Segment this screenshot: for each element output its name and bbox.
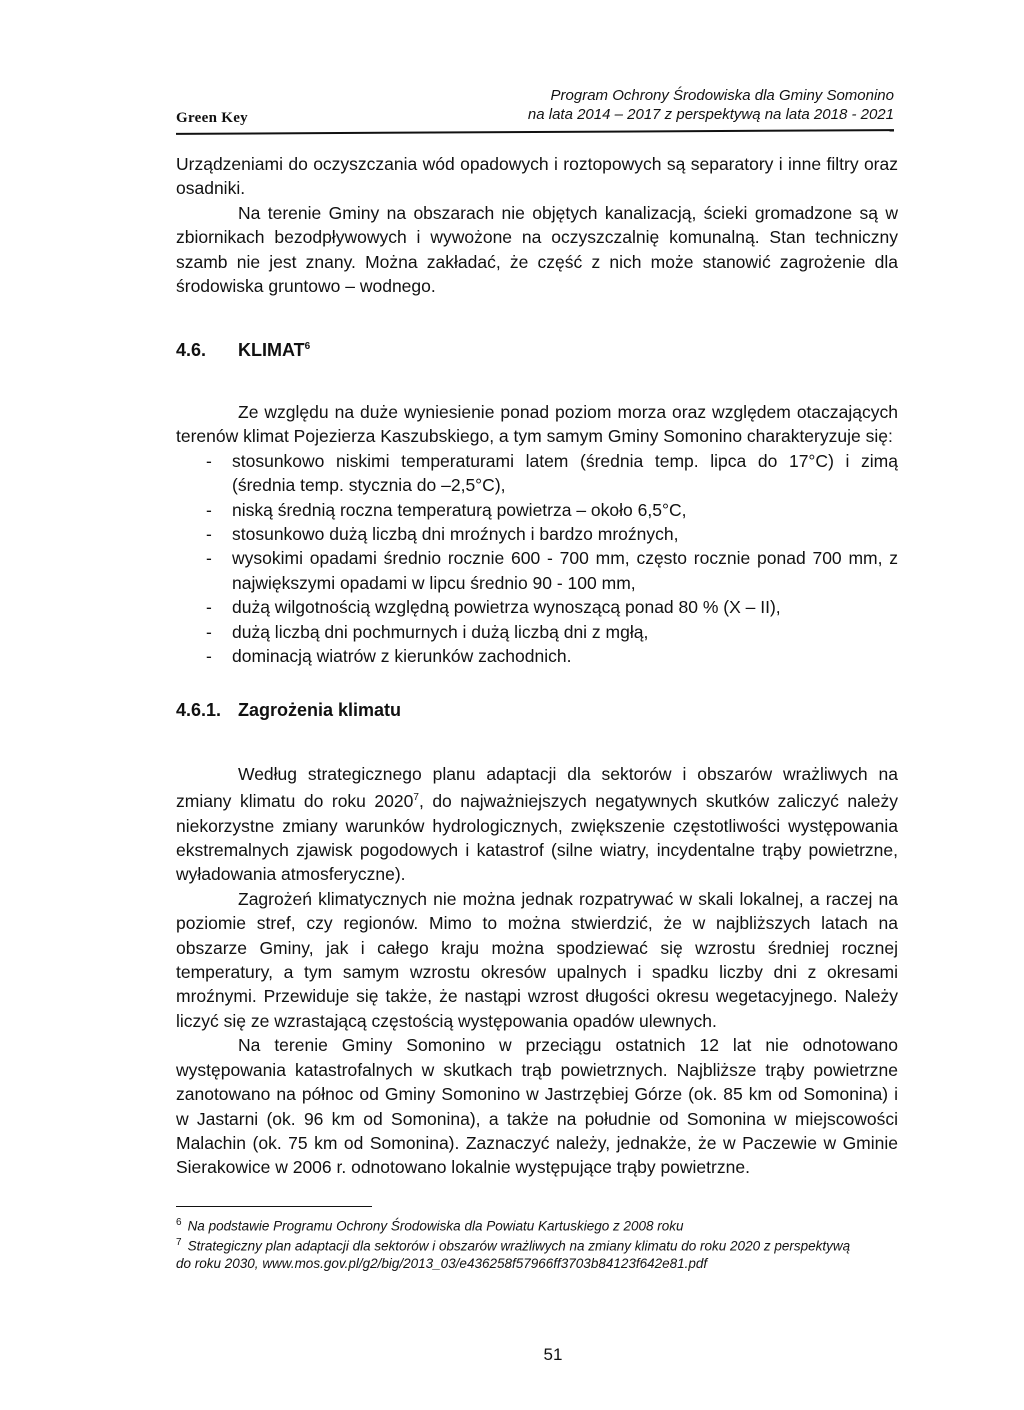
footnote-ref-6: 6	[304, 341, 311, 352]
list-item	[176, 449, 898, 498]
footnote-rule	[176, 1206, 372, 1207]
footnote-mark: 7	[176, 1237, 182, 1248]
list-item-text: stosunkowo dużą liczbą dni mroźnych i bardzo mroźnych,	[232, 524, 679, 545]
list-dash: -	[206, 548, 212, 569]
zagrozenia-body	[176, 762, 898, 1180]
list-dash: -	[206, 524, 212, 545]
intro-paragraph-1: Urządzeniami do oczyszczania wód opadowych i roztopowych są separatory i inne filtry oraz osadniki.	[176, 154, 898, 199]
section-heading-zagrozenia	[176, 700, 401, 721]
footnote-text-continued: do roku 2030, www.mos.gov.pl/g2/big/2013_03/e436258f57966ff3703b84123f642e81.pdf	[176, 1255, 708, 1271]
list-dash: -	[206, 597, 212, 618]
list-item-text: wysokimi opadami średnio rocznie 600 - 700 mm, często rocznie ponad 700 mm, z największymi opadami w lipcu średnio 90 - 100 mm,	[232, 548, 898, 593]
footnote-text: Na podstawie Programu Ochrony Środowiska dla Powiatu Kartuskiego z 2008 roku	[187, 1218, 684, 1234]
subsection-title: Zagrożenia klimatu	[238, 700, 402, 720]
header-right	[528, 86, 894, 124]
footnote-7	[176, 1234, 898, 1272]
list-item-text: dużą wilgotnością względną powietrza wynoszącą ponad 80 % (X – II),	[232, 597, 781, 618]
list-dash: -	[206, 450, 212, 471]
klimat-body	[176, 400, 898, 668]
footnote-ref-7: 7	[413, 792, 419, 804]
header-title: Program Ochrony Środowiska dla Gminy Somonino	[550, 87, 894, 104]
list-item	[176, 644, 898, 668]
zagrozenia-paragraph-2: Zagrożeń klimatycznych nie można jednak rozpatrywać w skali lokalnej, a raczej na poziomie stref, czy regionów. Mimo to można stwierdzić, że w najbliższych latach na obszarze Gminy, jak i całego kraju można spodziewać się wzrostu średniej rocznej temperatury, a tym samym wzrostu okresów upalnych i spadku liczby dni z okresami mroźnymi. Przewiduje się także, że nastąpi wzrost długości okresu wegetacyjnego. Należy liczyć się ze wzrastającą częstością występowania opadów ulewnych.	[176, 888, 898, 1031]
header-subtitle: na lata 2014 – 2017 z perspektywą na lata 2018 - 2021	[527, 106, 894, 123]
list-item-text: dużą liczbą dni pochmurnych i dużą liczbą dni z mgłą,	[232, 621, 649, 642]
footnote-6	[176, 1214, 898, 1235]
list-item	[176, 595, 898, 619]
list-dash: -	[206, 499, 212, 520]
klimat-list	[176, 449, 898, 669]
zagrozenia-p1-end: , do najważniejszych negatywnych skutków zaliczyć należy niekorzystne zmiany warunków hydrologicznych, zwiększenie częstotliwości występowania ekstremalnych zjawisk pogodowych i katastrof (silne wiatry, incydentalne trąby powietrzne, wyładowania atmosferyczne).	[176, 791, 899, 885]
list-item-text: niską średnią roczna temperaturą powietrza – około 6,5°C,	[232, 499, 687, 520]
list-item	[176, 498, 898, 522]
list-item-text: stosunkowo niskimi temperaturami latem (średnia temp. lipca do 17°C) i zimą (średnia temp. stycznia do –2,5°C),	[232, 450, 898, 496]
list-item	[176, 522, 898, 546]
list-dash: -	[206, 621, 212, 642]
zagrozenia-paragraph-1	[176, 762, 898, 887]
page-number-row	[0, 1345, 1024, 1365]
list-item	[176, 546, 898, 595]
zagrozenia-paragraph-3: Na terenie Gminy Somonino w przeciągu ostatnich 12 lat nie odnotowano występowania katastrofalnych w skutkach trąb powietrznych. Najbliższe trąby powietrzne zanotowano na północ od Gminy Somonino w Jastrzębiej Górze (ok. 85 km od Somonina) i w Jastarni (ok. 96 km od Somonina), a także na południe od Somonina w miejscowości Malachin (ok. 75 km od Somonina). Zaznaczyć należy, jednakże, że w Paczewie w Gminie Sierakowice w 2006 r. odnotowano lokalnie występujące trąby powietrzne.	[176, 1035, 898, 1178]
section-title: KLIMAT	[238, 340, 305, 360]
footnote-mark: 6	[176, 1217, 182, 1228]
header-rule	[176, 129, 894, 135]
klimat-lead: Ze względu na duże wyniesienie ponad poziom morza oraz względem otaczających terenów klimat Pojezierza Kaszubskiego, a tym samym Gminy Somonino charakteryzuje się:	[176, 402, 898, 447]
list-item	[176, 620, 898, 644]
page-number: 51	[543, 1345, 563, 1364]
header-left: Green Key	[176, 110, 248, 126]
list-item-text: dominacją wiatrów z kierunków zachodnich.	[232, 646, 572, 667]
list-dash: -	[206, 646, 212, 667]
subsection-number: 4.6.1.	[176, 700, 222, 720]
intro-paragraph-2: Na terenie Gminy na obszarach nie objętych kanalizacją, ścieki gromadzone są w zbiornikach bezodpływowych i wywożone na oczyszczalnię komunalną. Stan techniczny szamb nie jest znany. Można zakładać, że część z nich może stanowić zagrożenie dla środowiska gruntowo – wodnego.	[176, 202, 898, 297]
section-number: 4.6.	[176, 340, 207, 360]
footnote-text: Strategiczny plan adaptacji dla sektorów i obszarów wrażliwych na zmiany klimatu do roku 2020 z perspektywą	[187, 1238, 851, 1254]
intro-block	[176, 152, 898, 298]
zagrozenia-p1-start: Według strategicznego planu adaptacji dla sektorów i obszarów wrażliwych na zmiany klimatu do roku 2020	[176, 764, 898, 812]
section-heading-klimat	[176, 340, 310, 361]
